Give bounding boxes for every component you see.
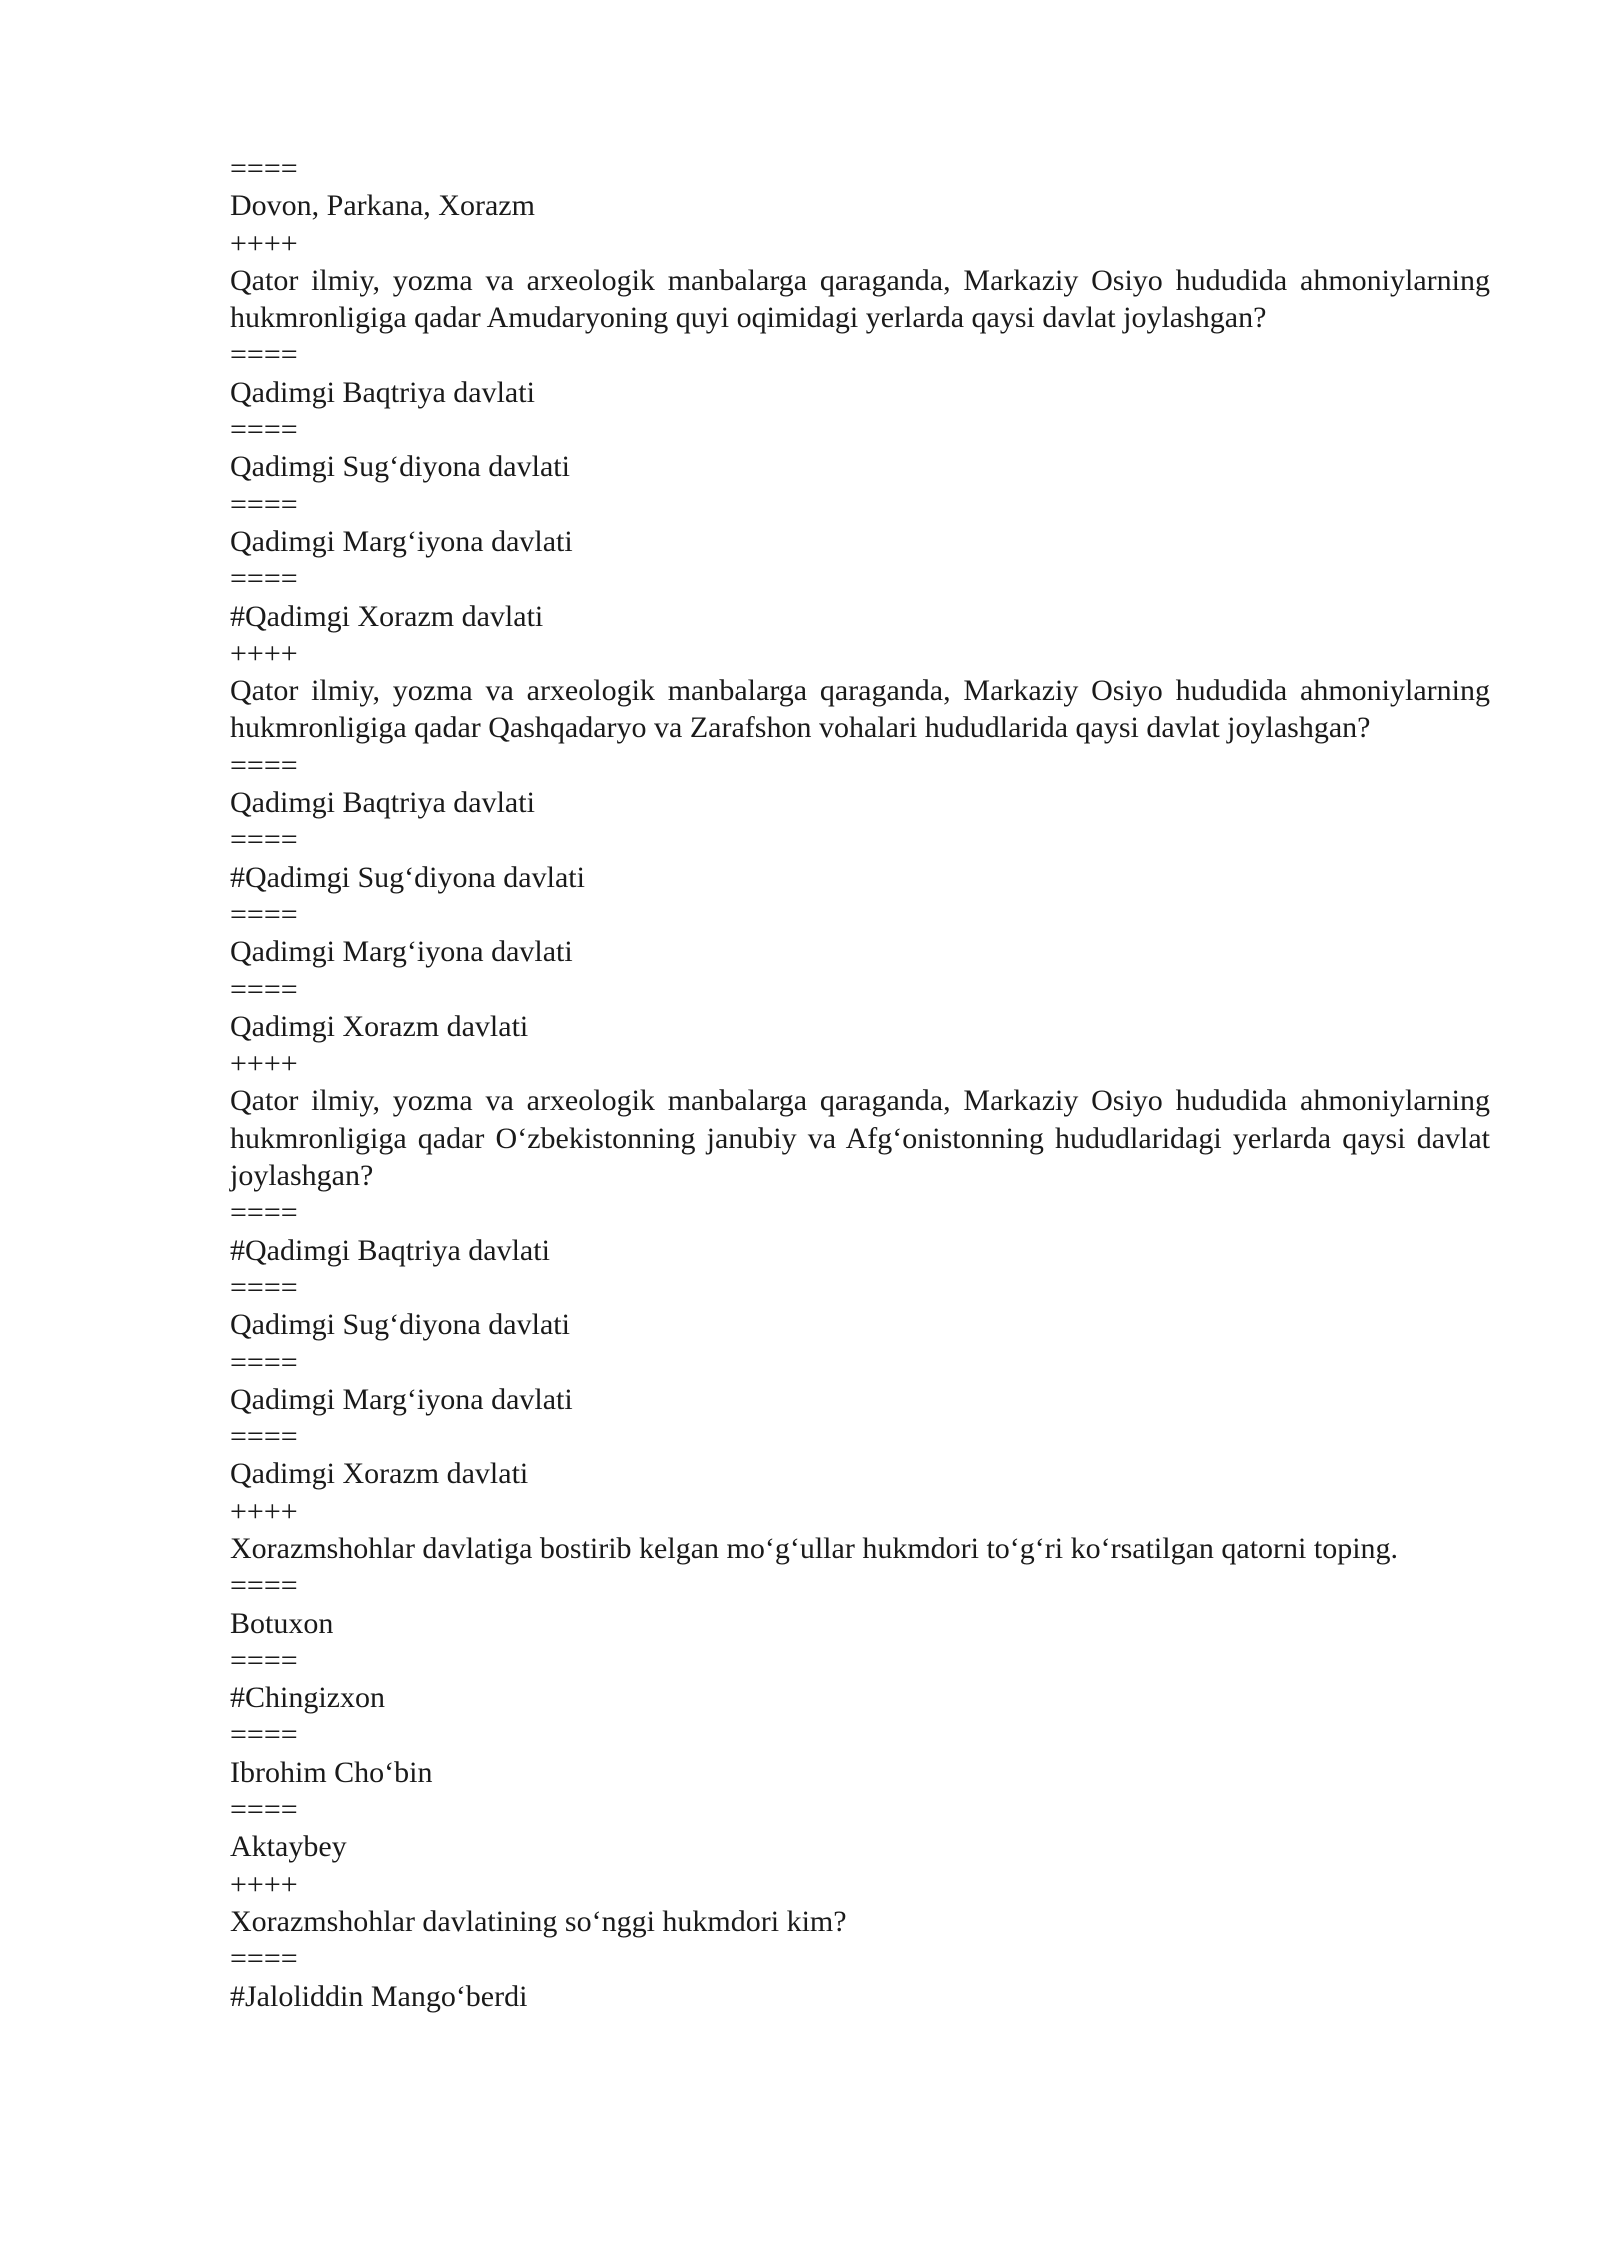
answer-option: Botuxon bbox=[230, 1606, 334, 1640]
option-separator: ==== bbox=[230, 413, 298, 447]
answer-option: Aktaybey bbox=[230, 1830, 347, 1864]
option-separator: ==== bbox=[230, 1942, 298, 1976]
correct-answer-option: #Qadimgi Sug‘diyona davlati bbox=[230, 860, 585, 894]
question-separator: ++++ bbox=[230, 226, 298, 260]
document-body bbox=[230, 150, 1490, 2015]
option-separator: ==== bbox=[230, 487, 298, 521]
option-separator: ==== bbox=[230, 1270, 298, 1304]
option-separator: ==== bbox=[230, 823, 298, 857]
answer-option: Qadimgi Baqtriya davlati bbox=[230, 375, 535, 409]
answer-option: Ibrohim Cho‘bin bbox=[230, 1755, 433, 1789]
question-text: Qator ilmiy, yozma va arxeologik manbalarga qaraganda, Markaziy Osiyo hududida ahmoniylarning hukmronligiga qadar O‘zbekistonning janubiy va Afg‘onistonning hududlaridagi yerlarda qaysi davlat joylashgan? bbox=[230, 1084, 1490, 1193]
correct-answer-option: #Qadimgi Xorazm davlati bbox=[230, 599, 544, 633]
option-separator: ==== bbox=[230, 152, 298, 185]
option-separator: ==== bbox=[230, 897, 298, 931]
question-separator: ++++ bbox=[230, 1047, 298, 1081]
answer-option: Qadimgi Baqtriya davlati bbox=[230, 786, 535, 820]
option-separator: ==== bbox=[230, 748, 298, 782]
question-separator: ++++ bbox=[230, 1867, 298, 1901]
option-separator: ==== bbox=[230, 1420, 298, 1454]
answer-option: Qadimgi Marg‘iyona davlati bbox=[230, 1382, 573, 1416]
question-text: Qator ilmiy, yozma va arxeologik manbalarga qaraganda, Markaziy Osiyo hududida ahmoniylarning hukmronligiga qadar Qashqadaryo va Zarafshon vohalari hududlarida qaysi davlat joylashgan? bbox=[230, 674, 1490, 745]
option-separator: ==== bbox=[230, 1345, 298, 1379]
correct-answer-option: #Qadimgi Baqtriya davlati bbox=[230, 1233, 550, 1267]
correct-answer-option: #Chingizxon bbox=[230, 1681, 385, 1715]
option-separator: ==== bbox=[230, 1793, 298, 1827]
option-separator: ==== bbox=[230, 562, 298, 596]
answer-option: Qadimgi Marg‘iyona davlati bbox=[230, 524, 573, 558]
question-separator: ++++ bbox=[230, 1494, 298, 1528]
question-text: Xorazmshohlar davlatiga bostirib kelgan mo‘g‘ullar hukmdori to‘g‘ri ko‘rsatilgan qatorni toping. bbox=[230, 1531, 1399, 1565]
question-separator: ++++ bbox=[230, 636, 298, 670]
answer-option: Qadimgi Xorazm davlati bbox=[230, 1009, 529, 1043]
answer-option: Dovon, Parkana, Xorazm bbox=[230, 189, 535, 223]
option-separator: ==== bbox=[230, 1718, 298, 1752]
answer-option: Qadimgi Xorazm davlati bbox=[230, 1457, 529, 1491]
option-separator: ==== bbox=[230, 1569, 298, 1603]
answer-option: Qadimgi Marg‘iyona davlati bbox=[230, 935, 573, 969]
option-separator: ==== bbox=[230, 338, 298, 372]
question-text: Qator ilmiy, yozma va arxeologik manbalarga qaraganda, Markaziy Osiyo hududida ahmoniylarning hukmronligiga qadar Amudaryoning quyi oqimidagi yerlarda qaysi davlat joylashgan? bbox=[230, 263, 1490, 335]
option-separator: ==== bbox=[230, 1196, 298, 1230]
answer-option: Qadimgi Sug‘diyona davlati bbox=[230, 450, 570, 484]
answer-option: Qadimgi Sug‘diyona davlati bbox=[230, 1308, 570, 1342]
correct-answer-option: #Jaloliddin Mango‘berdi bbox=[230, 1979, 528, 2013]
option-separator: ==== bbox=[230, 972, 298, 1006]
question-text: Xorazmshohlar davlatining so‘nggi hukmdori kim? bbox=[230, 1904, 847, 1938]
option-separator: ==== bbox=[230, 1643, 298, 1677]
